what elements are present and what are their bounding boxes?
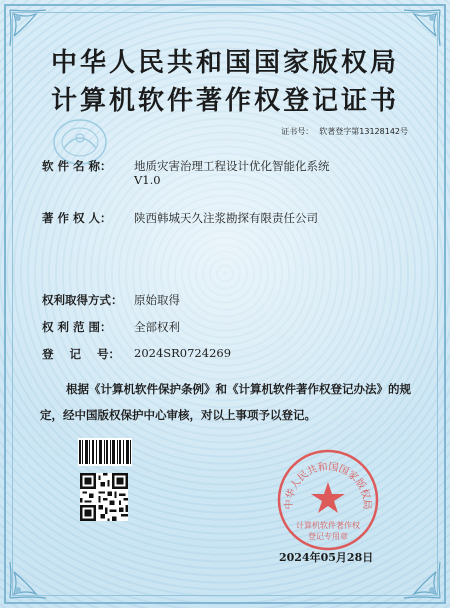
certificate-number xyxy=(275,126,408,137)
registration-number-value: 2024SR0724269 xyxy=(134,346,232,360)
corner-ornament-icon xyxy=(6,556,52,602)
acquisition-method-row xyxy=(42,292,180,308)
certificate-title-line2: 计算机软件著作权登记证书 xyxy=(50,86,399,116)
registration-number-label: 登 记 号： xyxy=(42,347,121,361)
qr-code-icon xyxy=(80,473,128,521)
owner-row xyxy=(42,210,318,226)
seal-arc-text: 中华人民共和国国家版权局 xyxy=(283,461,373,510)
barcode-icon xyxy=(78,438,132,466)
acquisition-method-label: 权利取得方式： xyxy=(42,293,123,307)
seal-text-line1: 计算机软件著作权 xyxy=(296,521,360,530)
software-version: V1.0 xyxy=(134,173,161,187)
registration-number-row xyxy=(42,346,231,362)
rights-scope-label: 权 利 范 围： xyxy=(42,320,112,334)
certificate-number-value: 软著登字第13128142号 xyxy=(319,127,408,136)
official-seal-icon xyxy=(276,448,380,552)
certificate-title-line1: 中华人民共和国国家版权局 xyxy=(50,48,399,78)
rights-scope-row xyxy=(42,319,180,335)
owner-value: 陕西韩城天久注浆勘探有限责任公司 xyxy=(134,211,318,225)
software-name-row xyxy=(42,158,330,174)
rights-scope-value: 全部权利 xyxy=(134,320,180,334)
owner-label: 著 作 权 人： xyxy=(42,211,112,225)
corner-ornament-icon xyxy=(398,556,444,602)
acquisition-method-value: 原始取得 xyxy=(134,293,180,307)
certificate-number-label: 证书号： xyxy=(281,127,314,136)
software-name-value: 地质灾害治理工程设计优化智能化系统 xyxy=(134,159,330,173)
certification-statement: 根据《计算机软件保护条例》和《计算机软件著作权登记办法》的规定，经中国版权保护中心审核，对以上事项予以登记。 xyxy=(40,382,411,422)
seal-text-line2: 登记专用章 xyxy=(308,532,348,541)
issue-date: 2024年05月28日 xyxy=(279,551,374,564)
software-name-label: 软 件 名 称： xyxy=(42,159,112,173)
